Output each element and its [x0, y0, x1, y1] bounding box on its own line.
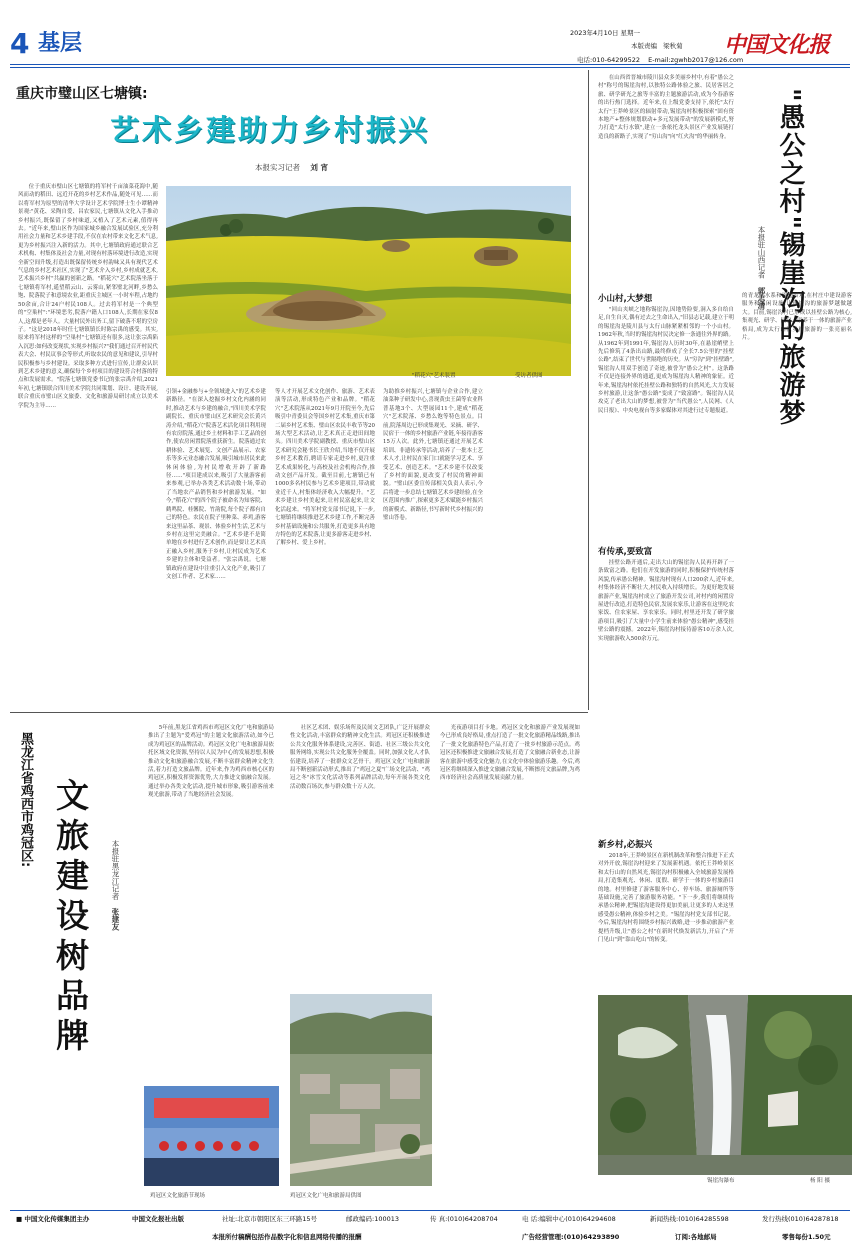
- article2-sec2: 挂壁公路开通后,走出大山的锡崖沟人民再开辟了一条致富之路。他们在开发旅游的同时,积极保护传统村落风貌,传承愚公精神。锡崖沟村现有人口200余人,近年来,村集体经济不断壮大,村民收入持续增长。为更好地发展旅游产业,锡崖沟村成立了旅游开发公司,对村内的闲置房屋进行改造,打造特色民宿,发展农家乐,让游客在这里吃农家饭、住农家屋、享农家乐。同时,村里还开发了研学旅游项目,吸引了大量中小学生前来体验"愚公精神",感受挂壁公路的震撼。2022年,锡崖沟村接待游客10万余人次,实现旅游收入500余万元。: [598, 560, 734, 642]
- footer-organizer: ■ 中国文化传媒集团主办: [16, 1215, 90, 1223]
- stage-performance-image: [144, 1086, 279, 1186]
- article3-byline-label: 本报驻黑龙江记者: [111, 840, 120, 900]
- article2-byline-name: 郭志清: [757, 286, 766, 310]
- article3-photo-town: [290, 994, 432, 1186]
- article1-headline: 艺术乡建助力乡村振兴: [110, 113, 431, 147]
- article3-kicker: 黑龙江省鸡西市鸡冠区:: [18, 732, 33, 868]
- article1-col3: 等人才开展艺术文化创作、旅游、艺术表演等活动,形成特色产业和品牌。"稻花穴"艺术院落从2021年9月开院至今,先后吸引中青委员会等国乡村艺术集,重庆市第二届乡村艺术集、璧山区农民丰收节等20场大型艺术活动,让艺术真正走进田间地头。四川美术学院副教授、重庆市璧山区艺术研究会秘书长王欣介绍,当地不仅开展乡村艺术教育,聘请专家走进乡村,更注重艺术成果转化,与高校及社会机构合作,推动文创产品开发。截至目前,七塘镇已有1000多名村民参与艺术乡建项目,带动就业近千人,村集体经济收入大幅提升。"艺术乡建让乡村美起来,让村民富起来,让文化活起来。"将军村党支部书记说,下一步,七塘镇将继续推进艺术乡建工作,不断完善乡村基础设施和公共服务,打造更多具有地方特色的艺术院落,让更多游客走进乡村、了解乡村、爱上乡村。: [275, 389, 375, 547]
- rapeseed-field-image: [166, 186, 571, 376]
- article2-photo-credit: 杨 阳 摄: [810, 1178, 830, 1184]
- article2-intro: 在山西省晋城市陵川县众多美丽乡村中,有着"愚公之村"称号的锡崖沟村,以独特公路体验之旅、民居客居之旅、研学研光之旅等丰富的主题旅游活动,成为今春游客的出行热门选择。近年来,在上级党委支持下,依托"太行太行"王莽岭景区的辐射带动,锡崖沟村积极探索"固有资本地产+整体规划联动+多元发展带动"的发展新模式,努力打造"太行水镇",建立一条依托龙头景区产业发展链打造良的新路子,实现了"穷山沟"向"红火沟"的华丽转身。: [598, 75, 734, 140]
- article2-sec1: "回山夹峡之地称锡崖沟,因地势险要,洞入多自给自足,自生自灭,偶有过去之生命出入,"旧县志记载,建立于明的锡崖沟是陵川县与太行山脉紧紧相邻的一个小山村。1962年秋,当时的锡崖沟村民决定修一条通往外界的路。从1962年到1991年,锡崖沟人历时30年,在悬崖峭壁上先后修筑了4条出山路,最终修成了全长7.5公里的"挂壁公路",结束了世代与世隔绝的历史。从"穷沟"到"挂壁路",锡崖沟人用双手创造了奇迹,被誉为"愚公之村"。这条路不仅是连接外界的通道,更成为锡崖沟人精神的象征。近年来,锡崖沟村依托挂壁公路和独特的自然风光,大力发展乡村旅游,让这条"愚公路"变成了"致富路"。锡崖沟人民攻克了老出大山的梦想,被誉为"当代愚公",人民网、《人民日报》、中央电视台等多家媒体对其进行过专题报道。: [598, 307, 734, 414]
- article2-photo-caption: 锡崖沟瀑布: [707, 1178, 735, 1184]
- article3-headline: 文旅建设树品牌: [51, 778, 90, 1058]
- masthead-logo: 中国文化报: [724, 32, 830, 58]
- article1-kicker: 重庆市璧山区七塘镇:: [16, 86, 148, 102]
- header-rule: [10, 64, 850, 65]
- article3-photo-stage: [144, 1086, 279, 1186]
- header-rule-thin: [10, 67, 850, 68]
- footer-fax: 传 真:(010)64208704: [430, 1215, 498, 1223]
- article2-headline: "愚公之村"锡崖沟的旅游梦: [775, 88, 805, 428]
- editor-label: 本版责编: [631, 42, 657, 50]
- footer-postcode: 邮政编码:100013: [346, 1215, 400, 1223]
- footer-address: 社址:北京市朝阳区东三环路15号: [222, 1215, 317, 1223]
- town-aerial-image: [290, 994, 432, 1186]
- article3-col1: 5年前,黑龙江省鸡西市鸡冠区文化广电和旅游局推出了主题为"爱鸡冠"的主题文化旅游活动,如今已成为鸡冠区的品牌活动。鸡冠区文化广电和旅游局依托区域文化资源,坚持以人民为中心的发展思想,积极推动文化和旅游融合发展,不断丰富群众精神文化生活,着力打造文旅品牌。近年来,作为鸡西市核心区的鸡冠区,积极发挥资源优势,大力推进文旅融合发展。通过举办各类文化活动,提升城市形象,吸引游客前来观光旅游,带动了当地经济社会发展。: [148, 725, 274, 799]
- article2-subhead-3: 新乡村,必振兴: [598, 840, 653, 850]
- footer-phone: 电 话:编辑中心(010)64294608: [522, 1215, 616, 1223]
- issue-date: 2023年4月10日 星期一: [570, 29, 641, 37]
- article1-photo-caption: "稻花穴"艺术装置: [412, 373, 456, 379]
- footer-hotline: 新闻热线:(010)64285598: [650, 1215, 729, 1223]
- footer-ad-office: 广告经营管理:(010)64293890: [522, 1233, 620, 1241]
- article2-byline-label: 本报驻山西记者: [757, 226, 766, 279]
- article2-sec4: 的青龙峡水系和周边景观,在村庄中建设游客服务和休闲设施,让锡崖沟的旅游梦越做越大。目前,锡崖沟村已形成以挂壁公路为核心,集观光、研学、民宿、康养于一体的旅游产业格局,成为太行山区乡村旅游的一张亮丽名片。: [742, 293, 852, 342]
- page-number: 4: [10, 27, 30, 60]
- article1-col4: 为助推乡村振兴,七塘镇与企业合作,建立油菜种子研发中心,喜现黄虫王菌等农业科普基地3个、大型展园11个,建成"稻花穴"艺术院落、乡愁么饱等特色景点。目前,院落周边已形成集观光、采摘、研学、民宿于一体的乡村旅游产业链,年接待游客15万人次。此外,七塘镇还通过开展艺术培训、非遗传承等活动,培养了一批本土艺术人才,让村民在家门口就能学习艺术、享受艺术、创造艺术。"艺术乡建不仅改变了乡村的面貌,更改变了村民的精神面貌。"璧山区委宣传部相关负责人表示,今后将进一步总结七塘镇艺术乡建经验,在全区范围内推广,探索更多艺术赋能乡村振兴的新模式、新路径,书写新时代乡村振兴的璧山答卷。: [383, 389, 483, 522]
- footer-price: 零售每份1.50元: [782, 1233, 831, 1241]
- article-divider-horizontal: [10, 712, 588, 713]
- waterfall-image: [598, 995, 852, 1175]
- article3-byline-name: 张建友: [111, 908, 120, 931]
- article1-byline-label: 本报实习记者: [255, 163, 300, 172]
- column-divider-main: [588, 70, 589, 710]
- article1-photo-credit: 受访者供图: [515, 373, 543, 379]
- article1-col1: 位于重庆市璧山区七塘镇的将军村千亩油菜花海中,随风而动的稻田、远近开花的乡村艺术作品,随处可见……而以将军村为原型的清华大学设计艺术学院博士生小谭精神景观:"黄花、采陶自爱、昌农家民,七塘镇从文化入手推动乡村振兴,既保留了乡村味道,又植入了艺术元素,值得再去。"近年来,璧山区作为国家城乡融合发展试验区,充分利用社会力量和艺术乡建手段,不仅在农村带来文化艺术气息,更为乡村振兴注入新的活力。其中,七塘镇政府通过联合艺术机构、村集体及社会力量,对现有村落环境进行改造,实现全新空间升级,打造出既保留传统乡村韵味又具有现代艺术气息的乡村艺术社区,实现了"艺术介入乡村,乡村成就艺术,艺术振兴乡村"共赢的创新之路。"稻花穴"艺术院落坐落于七塘镇将军村,遥望稻云山、云雾山,紧邻璧北河畔,乡愁么饱、院落院子和意境农业,距重庆主城区一小时车程,占地约50余亩,合计24户村民108人。过去将军村是一个典型的"空巢村":"环境恶劣,院落户籍人口108人,长期在家仅8人,这都是老年人。大量村民外出务工,留下破落不堪的空房子。"这是2018年时任七塘镇镇长时陈宗禹的感受。其实,原来将军村这样的"空巢村"七塘镇还有很多,这让张宗禹陷入沉思:如何改变现状,实现乡村振兴?"我们通过召开村民代表大会、村民议事会等形式,听取农民的意见和建议,引导村民积极参与乡村建设。采取多种方式进行宣传,让群众认识到艺术乡建的意义,确保每个乡村项目的建设符合村落的特点和发展需求。"院落七塘镇党委书记的张宗禹介绍,2021年初,七塘镇联合四川美术学院共同策划、设计、建设开展,联合重庆市璧山区文旅委、文化和旅游局研讨成立以美术学院为主导……: [18, 184, 158, 409]
- article1-byline-name: 刘 宵: [310, 163, 329, 172]
- footer-rule: [10, 1210, 850, 1211]
- footer-subscription: 订阅:各地邮局: [675, 1233, 717, 1241]
- article2-sec3: 2018年,王莽岭景区在新机制改革和整合推进下正式对外开放,锡崖沟村迎来了发展新机遇。依托王莽岭景区和太行山的自然风光,锡崖沟村积极融入全域旅游发展格局,打造集观光、休闲、度假、研学于一体的乡村旅游目的地。村里修建了游客服务中心、停车场、旅游厕所等基础设施,完善了旅游服务功能。"下一步,我们将继续传承愚公精神,把锡崖沟建设得更加美丽,让更多的人来这里感受愚公精神,体验乡村之美。"锡崖沟村党支部书记说。今后,锡崖沟村将围绕乡村振兴战略,进一步推动旅游产业提档升级,让"愚公之村"在新时代焕发新活力,开启了"开门见山"到"靠山吃山"的转变。: [598, 853, 734, 944]
- article2-subhead-2: 有传承,要致富: [598, 547, 653, 557]
- article3-photo1-caption: 鸡冠区文化旅游节现场: [150, 1193, 206, 1199]
- article2-photo: [598, 995, 852, 1175]
- article2-subhead-1: 小山村,大梦想: [598, 294, 653, 304]
- footer-publisher: 中国文化报社出版: [132, 1215, 184, 1223]
- article1-photo: [166, 186, 571, 376]
- footer-distribution: 发行热线(010)64287818: [762, 1215, 839, 1223]
- editor-name: 梁秋菊: [663, 42, 683, 50]
- article3-col3: 光夜游项目打卡地。鸡冠区文化和旅游产业发展现如今已形成良好格局,重点打造了一批文化旅游精品线路,推出了一批文化旅游特色产品,打造了一批乡村旅游示范点。鸡冠区还积极推进文旅融合发展,打造了文旅融合新业态,让游客在旅游中感受文化魅力,在文化中体验旅游乐趣。今后,鸡冠区将继续深入推进文旅融合发展,不断擦亮文旅品牌,为鸡西市经济社会高质量发展贡献力量。: [440, 725, 580, 782]
- article3-col2: 社区艺术团、娱乐场所及民间文艺团队,广泛开展群众性文化活动,丰富群众的精神文化生活。鸡冠区还积极推进公共文化服务体系建设,完善区、街道、社区三级公共文化服务网络,实现公共文化服务全覆盖。同时,加强文化人才队伍建设,培养了一批群众文艺骨干。鸡冠区文化广电和旅游局不断创新活动形式,推出了"鸡冠之夏"广场文化活动、"鸡冠之冬"冰雪文化活动等系列品牌活动,每年开展各类文化活动数百场次,参与群众数十万人次。: [290, 725, 430, 790]
- article3-photo2-caption: 鸡冠区文化广电和旅游局供图: [290, 1193, 362, 1199]
- footer-royalty-note: 本报所付稿酬包括作品数字化和信息网络传播的报酬: [212, 1233, 362, 1241]
- article1-col2: 引领+金融参与+全领域进入"的艺术乡建新路径。"在深入挖掘乡村文化内涵的同时,推动艺术与乡建的融合,"四川美术学院副院长、重庆市璧山区艺术研究会长黄兴涛介绍,"稻花穴"院落艺术活化项目利用现有农房院落,通过乡土材料和手工艺品的创作,使农房闲置院落重获新生。院落通过农耕体验、艺术展览、文创产品展示、农家乐等多元业态融合发展,吸引城市居民来此休闲体验,为村民增收开辟了新路径……"项目建成以来,吸引了大量游客前来参观,已举办各类艺术活动数十场,带动了当地农产品销售和乡村旅游发展。"如今,"稻花穴"的四个院子被命名为知客院、鹤鸣院、桂馨院、竹韵院,每个院子都有自己的特色。农民在院子里种菜、养鸡,游客来这里品茶、观景、体验乡村生活,艺术与乡村在这里完美融合。"艺术乡建不是简单地在乡村进行艺术创作,而是要让艺术真正融入乡村,服务于乡村,让村民成为艺术乡建的主体和受益者。"张宗禹说。七塘镇政府在建设中注重引入文化产业,吸引了文创工作者、艺术家……: [166, 389, 266, 580]
- section-name: 基层: [38, 31, 83, 56]
- editor-phone: 电话:010-64299522: [577, 56, 641, 64]
- editor-email: E-mail:zgwhb2017@126.com: [648, 56, 744, 64]
